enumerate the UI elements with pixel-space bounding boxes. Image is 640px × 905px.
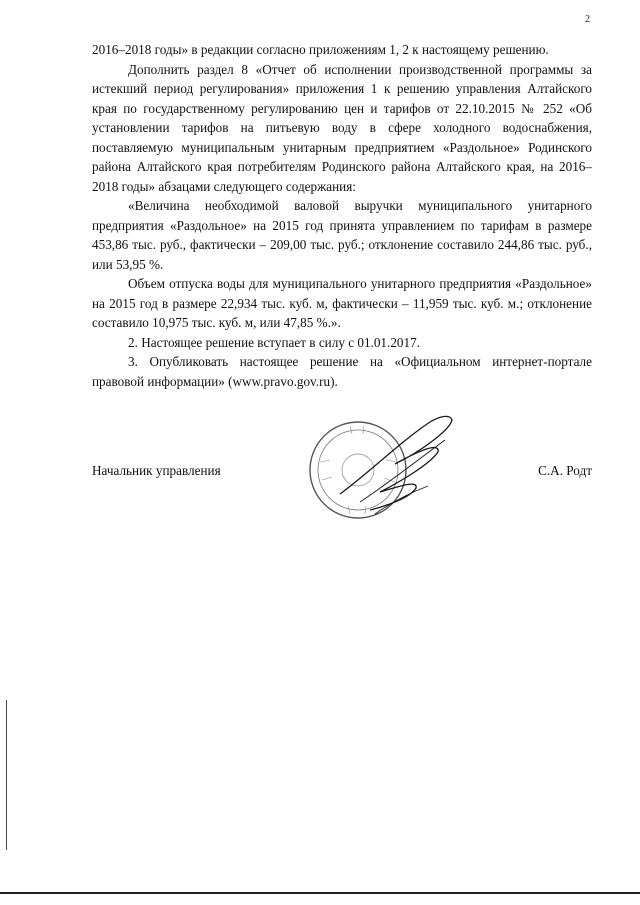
paragraph-effective-date: 2. Настоящее решение вступает в силу с 01.01.2017. xyxy=(128,334,420,350)
signatory-position: Начальник управления xyxy=(92,463,221,478)
paragraph-water-volume: Объем отпуска воды для муниципального унитарного предприятия «Раздольное» на 2015 год в размере 22,934 тыс. куб. м, фактически – 11,959 тыс. куб. м.; отклонение составило 10,975 тыс. куб. м, или 47,85 %.». xyxy=(92,276,592,330)
signature-block xyxy=(92,463,592,483)
scan-edge-line xyxy=(6,700,7,850)
paragraph-continuation: 2016–2018 годы» в редакции согласно приложениям 1, 2 к настоящему решению. xyxy=(92,42,549,57)
paragraph-publication: 3. Опубликовать настоящее решение на «Официальном интернет-портале правовой информации» (www.pravo.gov.ru). xyxy=(92,354,592,389)
paragraph-amendment: Дополнить раздел 8 «Отчет об исполнении производственной программы за истекший период регулирования» приложения 1 к решению управления Алтайского края по государственному регулированию цен и тарифов от 22.10.2015 № 252 «Об установлении тарифов на питьевую воду в сфере холодного водоснабжения, поставляемую муниципальным унитарным предприятием «Раздольное» Родинского района Алтайского края потребителям Родинского района Алтайского края, на 2016–2018 годы» абзацами следующего содержания: xyxy=(92,61,592,194)
signatory-name: С.А. Родт xyxy=(538,463,592,478)
page-number: 2 xyxy=(585,14,590,25)
paragraph-revenue: «Величина необходимой валовой выручки муниципального унитарного предприятия «Раздольное» на 2015 год принята управлением по тарифам в размере 453,86 тыс. руб., фактически – 209,00 тыс. руб.; отклонение составило 244,86 тыс. руб., или 53,95 %. xyxy=(92,198,592,272)
scan-bottom-edge xyxy=(0,892,640,894)
document-body xyxy=(92,40,592,391)
